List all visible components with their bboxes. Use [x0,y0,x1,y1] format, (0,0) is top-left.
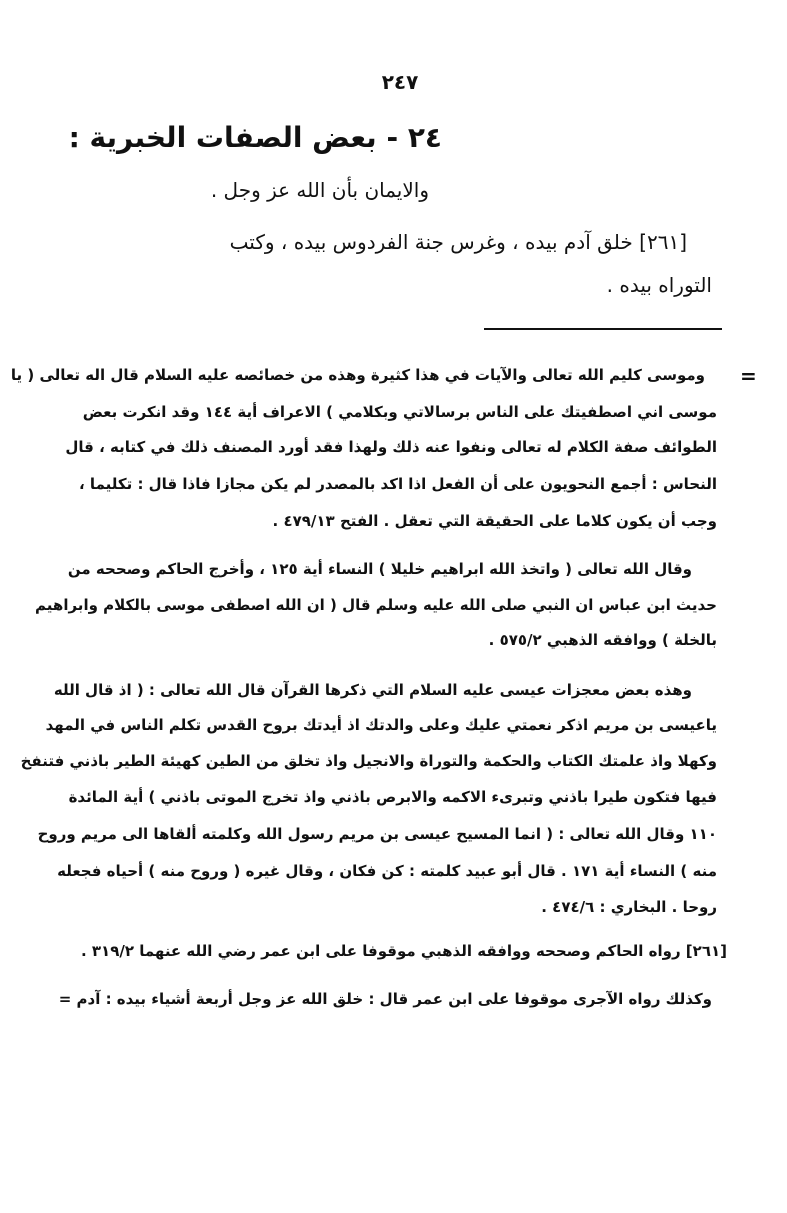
continuation-marker: = [740,364,757,388]
footnote-line: وهذه بعض معجزات عيسى عليه السلام التي ذكرها القرآن قال الله تعالى : ( اذ قال الله [53,681,692,699]
footnote-line: وقال الله تعالى ( واتخذ الله ابراهيم خليلا ) النساء أية ١٢٥ ، وأخرج الحاكم وصححه من [67,560,692,578]
footnote-line: حديث ابن عباس ان النبي صلى الله عليه وسلم قال ( ان الله اصطفى موسى بالكلام وابراهيم [35,596,717,614]
footnote-line: وموسى كليم الله تعالى والآيات في هذا كثيرة وهذه من خصائصه عليه السلام قال اله تعالى ( يا [10,366,705,384]
footnote-line: ياعيسى بن مريم اذكر نعمتي عليك وعلى والدتك اذ أيدتك بروح القدس تكلم الناس في المهد [45,716,717,734]
footnote-line: فيها فتكون طيرا باذني وتبرىء الاكمه والابرص باذني واذ تخرج الموتى باذني ) أية المائدة [68,788,717,806]
footnote-261-line1: [٢٦١] رواه الحاكم وصححه ووافقه الذهبي موقوفا على ابن عمر رضي الله عنهما ٣١٩/٢ . [80,942,727,960]
footnote-separator-rule [484,328,722,330]
footnote-line: الطوائف صفة الكلام له تعالى ونفوا عنه ذلك ولهذا فقد أورد المصنف ذلك في كتابه ، قال [65,438,717,456]
footnote-line: موسى اني اصطفيتك على الناس برسالاتي وبكلامي ) الاعراف أية ١٤٤ وقد انكرت بعض [82,403,717,421]
footnote-line: النحاس : أجمع النحويون على أن الفعل اذا اكد بالمصدر لم يكن مجازا فاذا قال : تكليما ، [79,475,717,493]
page-number: ٢٤٧ [381,70,419,94]
entry-261-line2: التوراه بيده . [606,273,712,297]
section-heading: ٢٤ - بعض الصفات الخبرية : [68,121,442,154]
footnote-line: منه ) النساء أية ١٧١ . قال أبو عبيد كلمته : كن فكان ، وقال غيره ( وروح منه ) أحياه فجعله [57,862,717,880]
footnote-line: ١١٠ وقال الله تعالى : ( انما المسيح عيسى بن مريم رسول الله وكلمته ألقاها الى مريم وروح [37,825,717,843]
intro-line: والايمان بأن الله عز وجل . [210,178,429,202]
footnote-line: وجب أن يكون كلاما على الحقيقة التي تعقل . الفتح ٤٧٩/١٣ . [272,512,717,530]
footnote-line: روحا . البخاري : ٤٧٤/٦ . [541,898,717,916]
footnote-line: وكهلا واذ علمتك الكتاب والحكمة والتوراة والانجيل واذ تخلق من الطين كهيئة الطير باذني فتنفخ [20,752,717,770]
footnote-261-line2: وكذلك رواه الآجرى موقوفا على ابن عمر قال : خلق الله عز وجل أربعة أشياء بيده : آدم = [58,990,712,1008]
footnote-line: بالخلة ) ووافقه الذهبي ٥٧٥/٢ . [488,631,717,649]
entry-261-line1: [٢٦١] خلق آدم بيده ، وغرس جنة الفردوس بيده ، وكتب [229,230,687,254]
